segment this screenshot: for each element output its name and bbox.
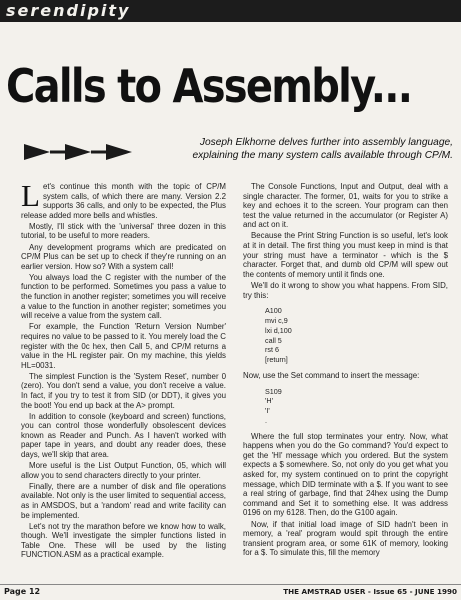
section-header-bar: [0, 0, 461, 22]
right-column: [243, 182, 448, 559]
code-line: mvi c,9: [265, 315, 288, 325]
paragraph: We'll do it wrong to show you what happens. From SID, try this:: [243, 280, 448, 300]
paragraph: For example, the Function 'Return Version Number' requires no value to be passed to it. You merely load the C register with the 0c hex, then Call 5, and CP/M returns a value in the HL register pair. On my machine, this yields HL=0031.: [21, 322, 226, 370]
paragraph: Any development programs which are predicated on CP/M Plus can be set up to check if they're running on an earlier version. How so? With a system call!: [21, 242, 226, 271]
article-title: Calls to Assembly...: [6, 58, 412, 113]
drop-cap: L: [21, 178, 40, 213]
code-line: call 5: [265, 335, 282, 345]
code-block: [265, 387, 448, 426]
paragraph: You always load the C register with the number of the function to be performed. Sometimes you pass a value to the function in another register; sometimes you will receive a value to the function in another register; sometimes you will receive a value from the system call.: [21, 272, 226, 321]
standfirst: Joseph Elkhorne delves further into assembly language, explaining the many system calls available through CP/M.: [192, 137, 453, 161]
paragraph: Now, use the Set command to insert the message:: [243, 370, 420, 380]
paragraph: Let's continue this month with the topic of CP/M system calls, of which there are many. Version 2.2 supports 36 calls, and only to be expected, the Plus release added more bells and whistles.: [21, 178, 226, 220]
paragraph: More useful is the List Output Function, 05, which will allow you to send characters directly to your printer.: [21, 461, 226, 480]
page-number: Page 12: [4, 587, 41, 596]
paragraph: Mostly, I'll stick with the 'universal' three dozen in this tutorial, to be useful to more readers.: [21, 221, 226, 241]
code-line: A100: [265, 306, 282, 316]
code-line: 'H': [265, 396, 273, 406]
paragraph: Because the Print String Function is so useful, let's look at it in detail. The first thing you must keep in mind is that your string must have a terminator - which is the $ character. Forget that, and dumb old CP/M will spew out the contents of memory until it finds one.: [243, 231, 448, 279]
paragraph: The Console Functions, Input and Output, deal with a single character. The former, 01, waits for you to strike a key and echoes it to the screen. Your program can then test the value returned in the accumulator (or Register A) and act on it.: [243, 182, 448, 230]
paragraph: Now, if that initial load image of SID hadn't been in memory, a 'real' program would spit through the entire transient program area, or some 61K of memory, looking for a $. To simulate this, fill the memory: [243, 519, 448, 558]
code-line: S109: [265, 386, 282, 396]
code-block: [265, 306, 448, 365]
paragraph: The simplest Function is the 'System Reset', number 0 (zero). You don't send a value, you don't receive a value. In fact, if you try to test it from SID (or DDT), it gives you the boot! You end up back at the A> prompt.: [21, 371, 226, 410]
code-line: rst 6: [265, 345, 279, 355]
section-label: serendipity: [6, 1, 131, 20]
paragraph: Finally, there are a number of disk and file operations available. Not only is the user limited to sequential access, as in AMSDOS, but a 'random' read and write facility can be implemented.: [21, 481, 226, 520]
footer-divider: [0, 584, 461, 585]
code-line: lxi d,100: [265, 325, 292, 335]
paragraph: Let's not try the marathon before we know how to walk, though. We'll investigate the simpler functions listed in Table One. These will be used by the listing FUNCTION.ASM as a practical example.: [21, 521, 226, 560]
arrow-decoration-icon: [24, 141, 139, 163]
code-line: 'I': [265, 406, 270, 416]
running-footer: THE AMSTRAD USER - Issue 65 - JUNE 1990: [283, 587, 457, 596]
code-line: .: [265, 415, 267, 425]
paragraph: In addition to console (keyboard and screen) functions, you can control those wonderfully obsolescent devices known as Reader and Punch. As I haven't worked with paper tape in years, and doubt any reader does, these days, we'll skip that area.: [21, 411, 226, 460]
paragraph: Where the full stop terminates your entry. Now, what happens when you do the Go command? You'd expect to get the 'HI' message which you ordered. But the system expects a $ somewhere. So, not only do you get what you asked for, my system continued on to print the copyright message, which DID terminate with a $. If you want to see a real string of garbage, find that 24hex using the Dump command and Set it to something else. It was address 0196 on my 6128. Then, do the G100 again.: [243, 431, 448, 518]
code-line: [return]: [265, 355, 288, 365]
left-column: [21, 178, 226, 562]
